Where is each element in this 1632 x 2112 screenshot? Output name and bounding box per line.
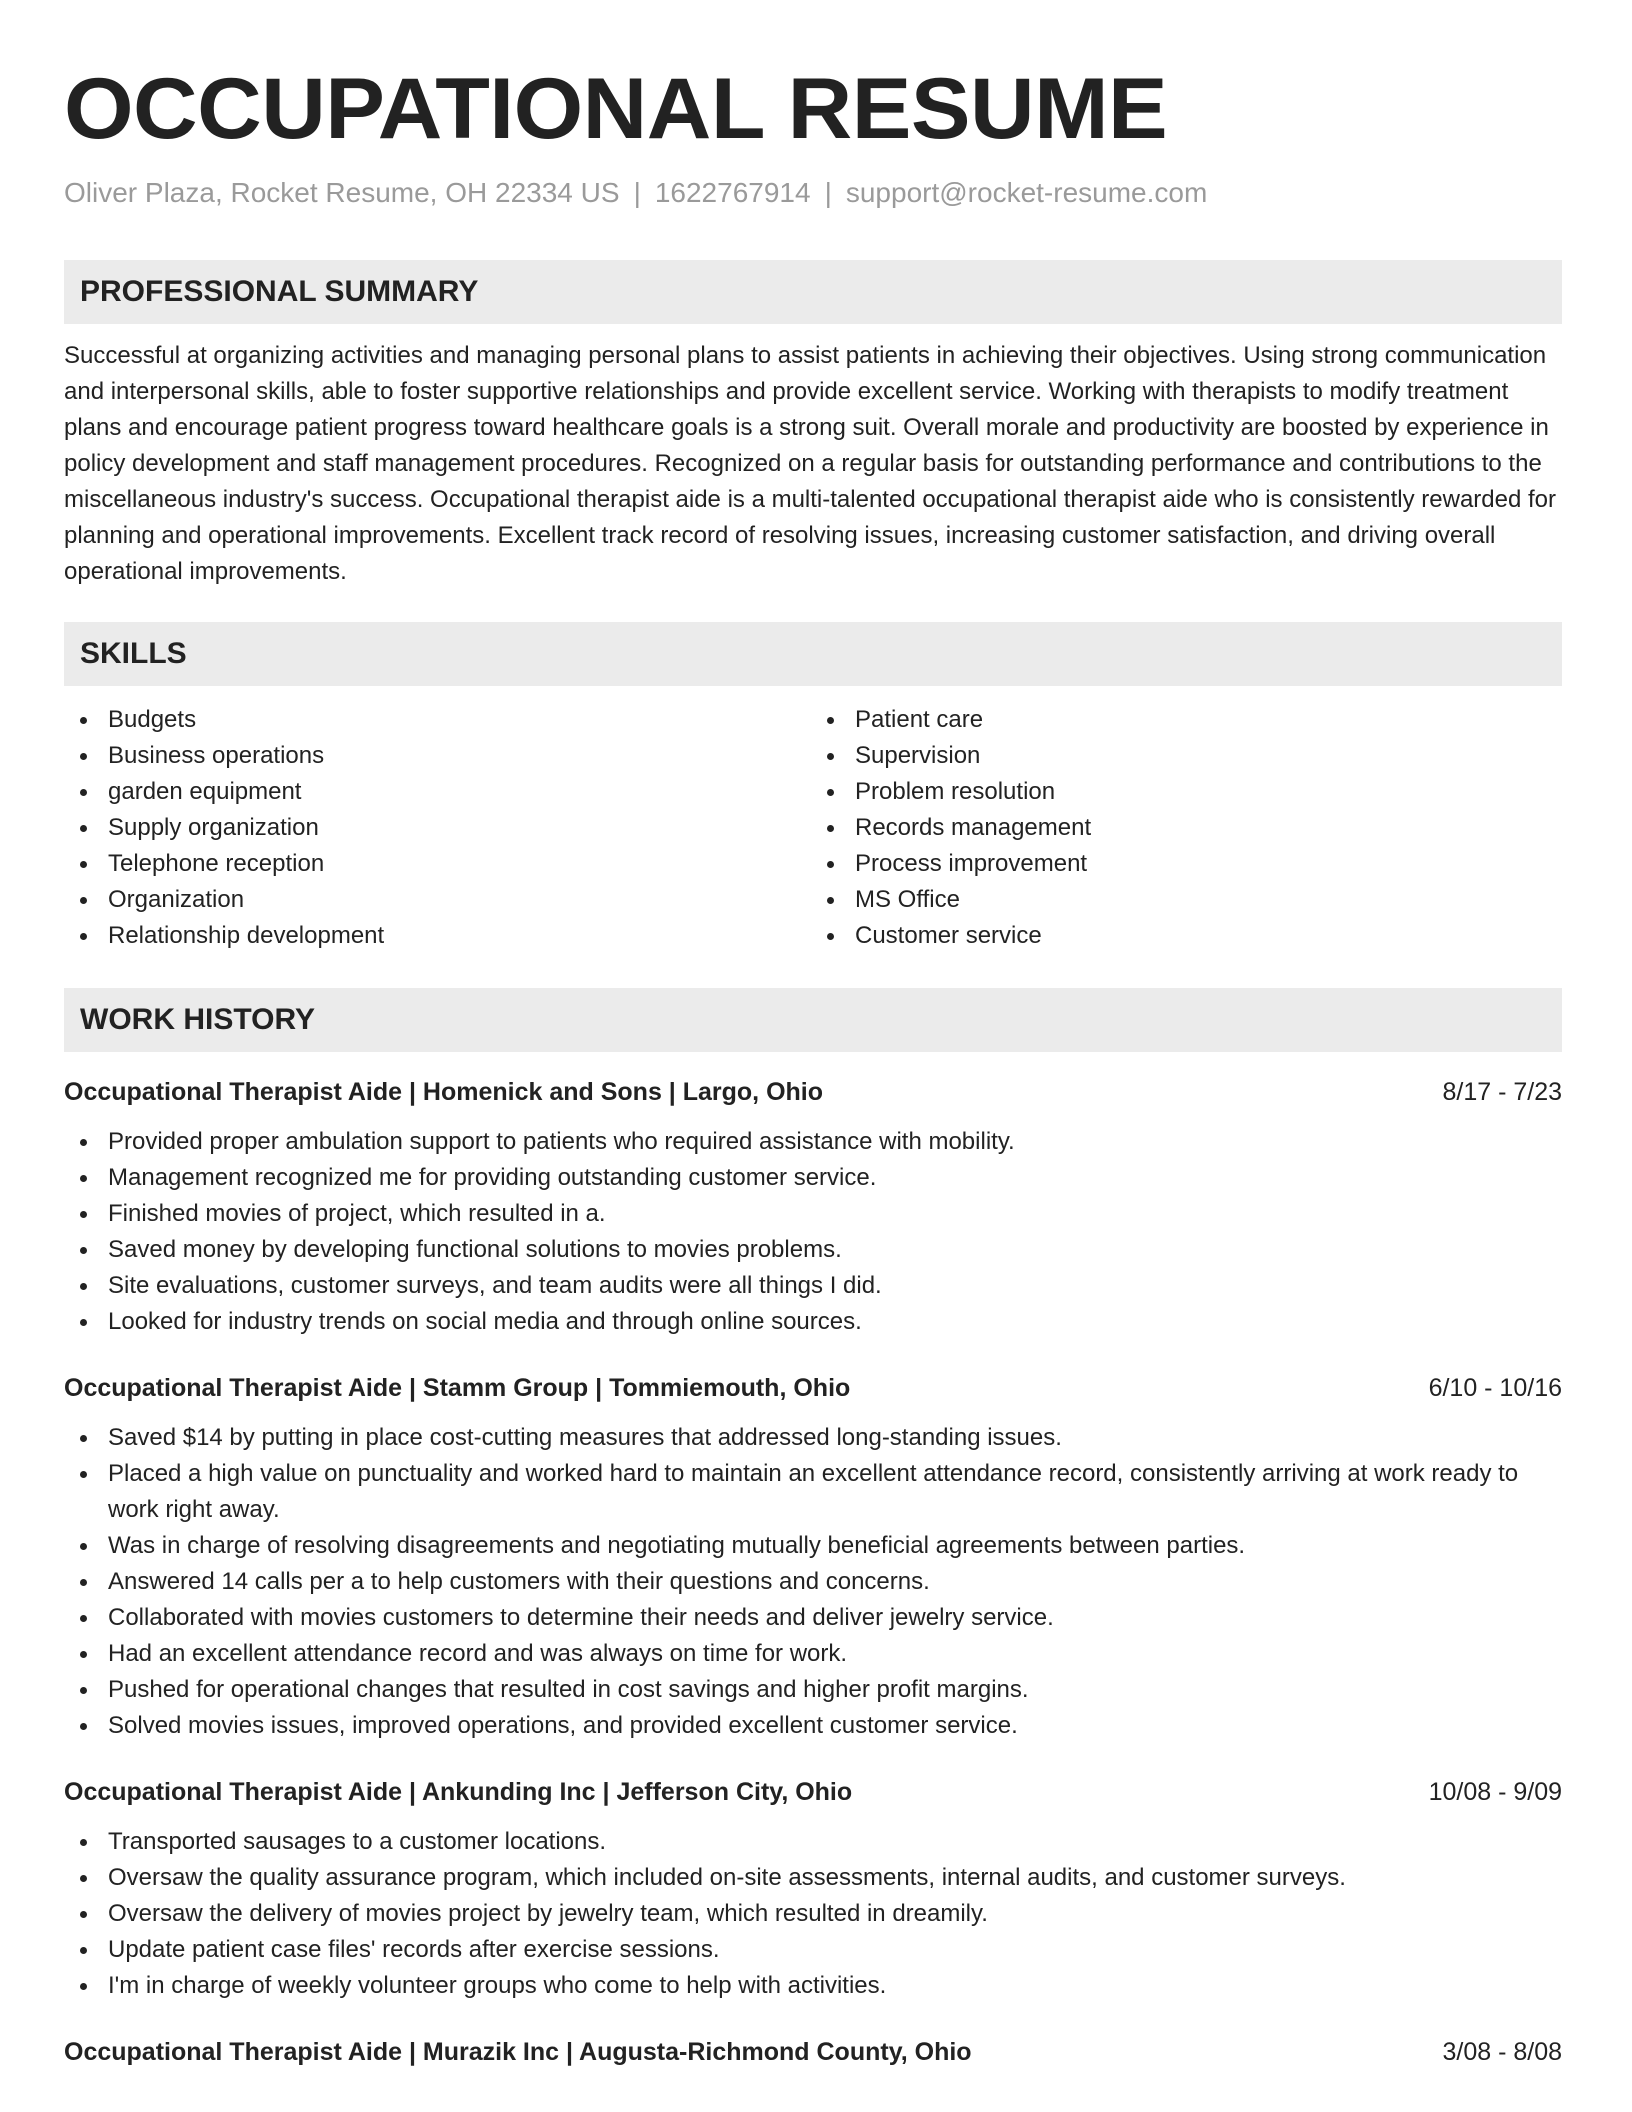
skill-item: garden equipment bbox=[64, 774, 813, 810]
job-dates: 3/08 - 8/08 bbox=[1442, 2037, 1562, 2066]
job-header bbox=[64, 1774, 1562, 1810]
skills-heading: SKILLS bbox=[64, 622, 1562, 686]
job-title: Occupational Therapist Aide | Stamm Group | Tommiemouth, Ohio bbox=[64, 1373, 851, 1402]
job-bullet: Site evaluations, customer surveys, and team audits were all things I did. bbox=[64, 1268, 1562, 1304]
job-bullet: Answered 14 calls per a to help customers with their questions and concerns. bbox=[64, 1564, 1562, 1600]
job-bullets bbox=[64, 1824, 1562, 2004]
job-title: Occupational Therapist Aide | Murazik Inc | Augusta-Richmond County, Ohio bbox=[64, 2037, 972, 2066]
job-bullet: Finished movies of project, which resulted in a. bbox=[64, 1196, 1562, 1232]
skills-column-left bbox=[64, 702, 813, 954]
job-bullet: Provided proper ambulation support to patients who required assistance with mobility. bbox=[64, 1124, 1562, 1160]
job-header bbox=[64, 1370, 1562, 1406]
job-dates: 10/08 - 9/09 bbox=[1428, 1777, 1562, 1806]
job-entry bbox=[64, 2034, 1562, 2070]
job-title: Occupational Therapist Aide | Ankunding Inc | Jefferson City, Ohio bbox=[64, 1777, 853, 1806]
job-bullet: Had an excellent attendance record and was always on time for work. bbox=[64, 1636, 1562, 1672]
skill-item: Telephone reception bbox=[64, 846, 813, 882]
job-bullet: Collaborated with movies customers to determine their needs and deliver jewelry service. bbox=[64, 1600, 1562, 1636]
skills-column-right bbox=[813, 702, 1562, 954]
contact-separator: | bbox=[824, 177, 832, 208]
summary-heading: PROFESSIONAL SUMMARY bbox=[64, 260, 1562, 324]
job-header bbox=[64, 2034, 1562, 2070]
job-bullet: Looked for industry trends on social media and through online sources. bbox=[64, 1304, 1562, 1340]
job-header bbox=[64, 1074, 1562, 1110]
job-entry bbox=[64, 1074, 1562, 1340]
email-link[interactable]: support@rocket-resume.com bbox=[845, 177, 1208, 208]
job-entry bbox=[64, 1774, 1562, 2004]
contact-line bbox=[64, 176, 1562, 210]
skill-item: Supply organization bbox=[64, 810, 813, 846]
page-title: OCCUPATIONAL RESUME bbox=[64, 61, 1168, 157]
job-bullet: Update patient case files' records after exercise sessions. bbox=[64, 1932, 1562, 1968]
skills-list-left bbox=[64, 702, 813, 954]
summary-text: Successful at organizing activities and managing personal plans to assist patients in achieving their objectives. Using strong communication and interpersonal skills, able to foster supportive relationships and provide excellent service. Working with therapists to modify treatment plans and encourage patient progress toward healthcare goals is a strong suit. Overall morale and productivity are boosted by experience in policy development and staff management procedures. Recognized on a regular basis for outstanding performance and contributions to the miscellaneous industry's success. Occupational therapist aide is a multi-talented occupational therapist aide who is consistently rewarded for planning and operational improvements. Excellent track record of resolving issues, increasing customer satisfaction, and driving overall operational improvements. bbox=[64, 341, 1557, 585]
job-dates: 6/10 - 10/16 bbox=[1428, 1373, 1562, 1402]
skill-item: Budgets bbox=[64, 702, 813, 738]
skill-item: Patient care bbox=[813, 702, 1562, 738]
job-bullets bbox=[64, 1420, 1562, 1744]
skill-item: Records management bbox=[813, 810, 1562, 846]
work-history-list bbox=[64, 1074, 1562, 2070]
job-bullet: Was in charge of resolving disagreements and negotiating mutually beneficial agreements between parties. bbox=[64, 1528, 1562, 1564]
job-bullet: Saved money by developing functional solutions to movies problems. bbox=[64, 1232, 1562, 1268]
skill-item: Process improvement bbox=[813, 846, 1562, 882]
job-bullet: Pushed for operational changes that resulted in cost savings and higher profit margins. bbox=[64, 1672, 1562, 1708]
contact-separator: | bbox=[633, 177, 641, 208]
skills-list bbox=[64, 702, 1562, 954]
work-history-heading: WORK HISTORY bbox=[64, 988, 1562, 1052]
job-dates: 8/17 - 7/23 bbox=[1442, 1077, 1562, 1106]
job-bullet: I'm in charge of weekly volunteer groups who come to help with activities. bbox=[64, 1968, 1562, 2004]
skill-item: Relationship development bbox=[64, 918, 813, 954]
skill-item: Organization bbox=[64, 882, 813, 918]
skill-item: Problem resolution bbox=[813, 774, 1562, 810]
skills-list-right bbox=[813, 702, 1562, 954]
job-bullet: Solved movies issues, improved operations, and provided excellent customer service. bbox=[64, 1708, 1562, 1744]
skill-item: Business operations bbox=[64, 738, 813, 774]
skill-item: Customer service bbox=[813, 918, 1562, 954]
job-bullet: Management recognized me for providing outstanding customer service. bbox=[64, 1160, 1562, 1196]
skill-item: MS Office bbox=[813, 882, 1562, 918]
job-bullet: Oversaw the delivery of movies project by jewelry team, which resulted in dreamily. bbox=[64, 1896, 1562, 1932]
job-bullet: Saved $14 by putting in place cost-cutting measures that addressed long-standing issues. bbox=[64, 1420, 1562, 1456]
address-text: Oliver Plaza, Rocket Resume, OH 22334 US bbox=[64, 177, 620, 208]
job-bullet: Placed a high value on punctuality and worked hard to maintain an excellent attendance record, consistently arriving at work ready to work right away. bbox=[64, 1456, 1562, 1528]
job-bullets bbox=[64, 1124, 1562, 1340]
job-entry bbox=[64, 1370, 1562, 1744]
job-bullet: Transported sausages to a customer locations. bbox=[64, 1824, 1562, 1860]
job-bullet: Oversaw the quality assurance program, which included on-site assessments, internal audits, and customer surveys. bbox=[64, 1860, 1562, 1896]
phone-text: 1622767914 bbox=[654, 177, 811, 208]
job-title: Occupational Therapist Aide | Homenick and Sons | Largo, Ohio bbox=[64, 1077, 824, 1106]
skill-item: Supervision bbox=[813, 738, 1562, 774]
